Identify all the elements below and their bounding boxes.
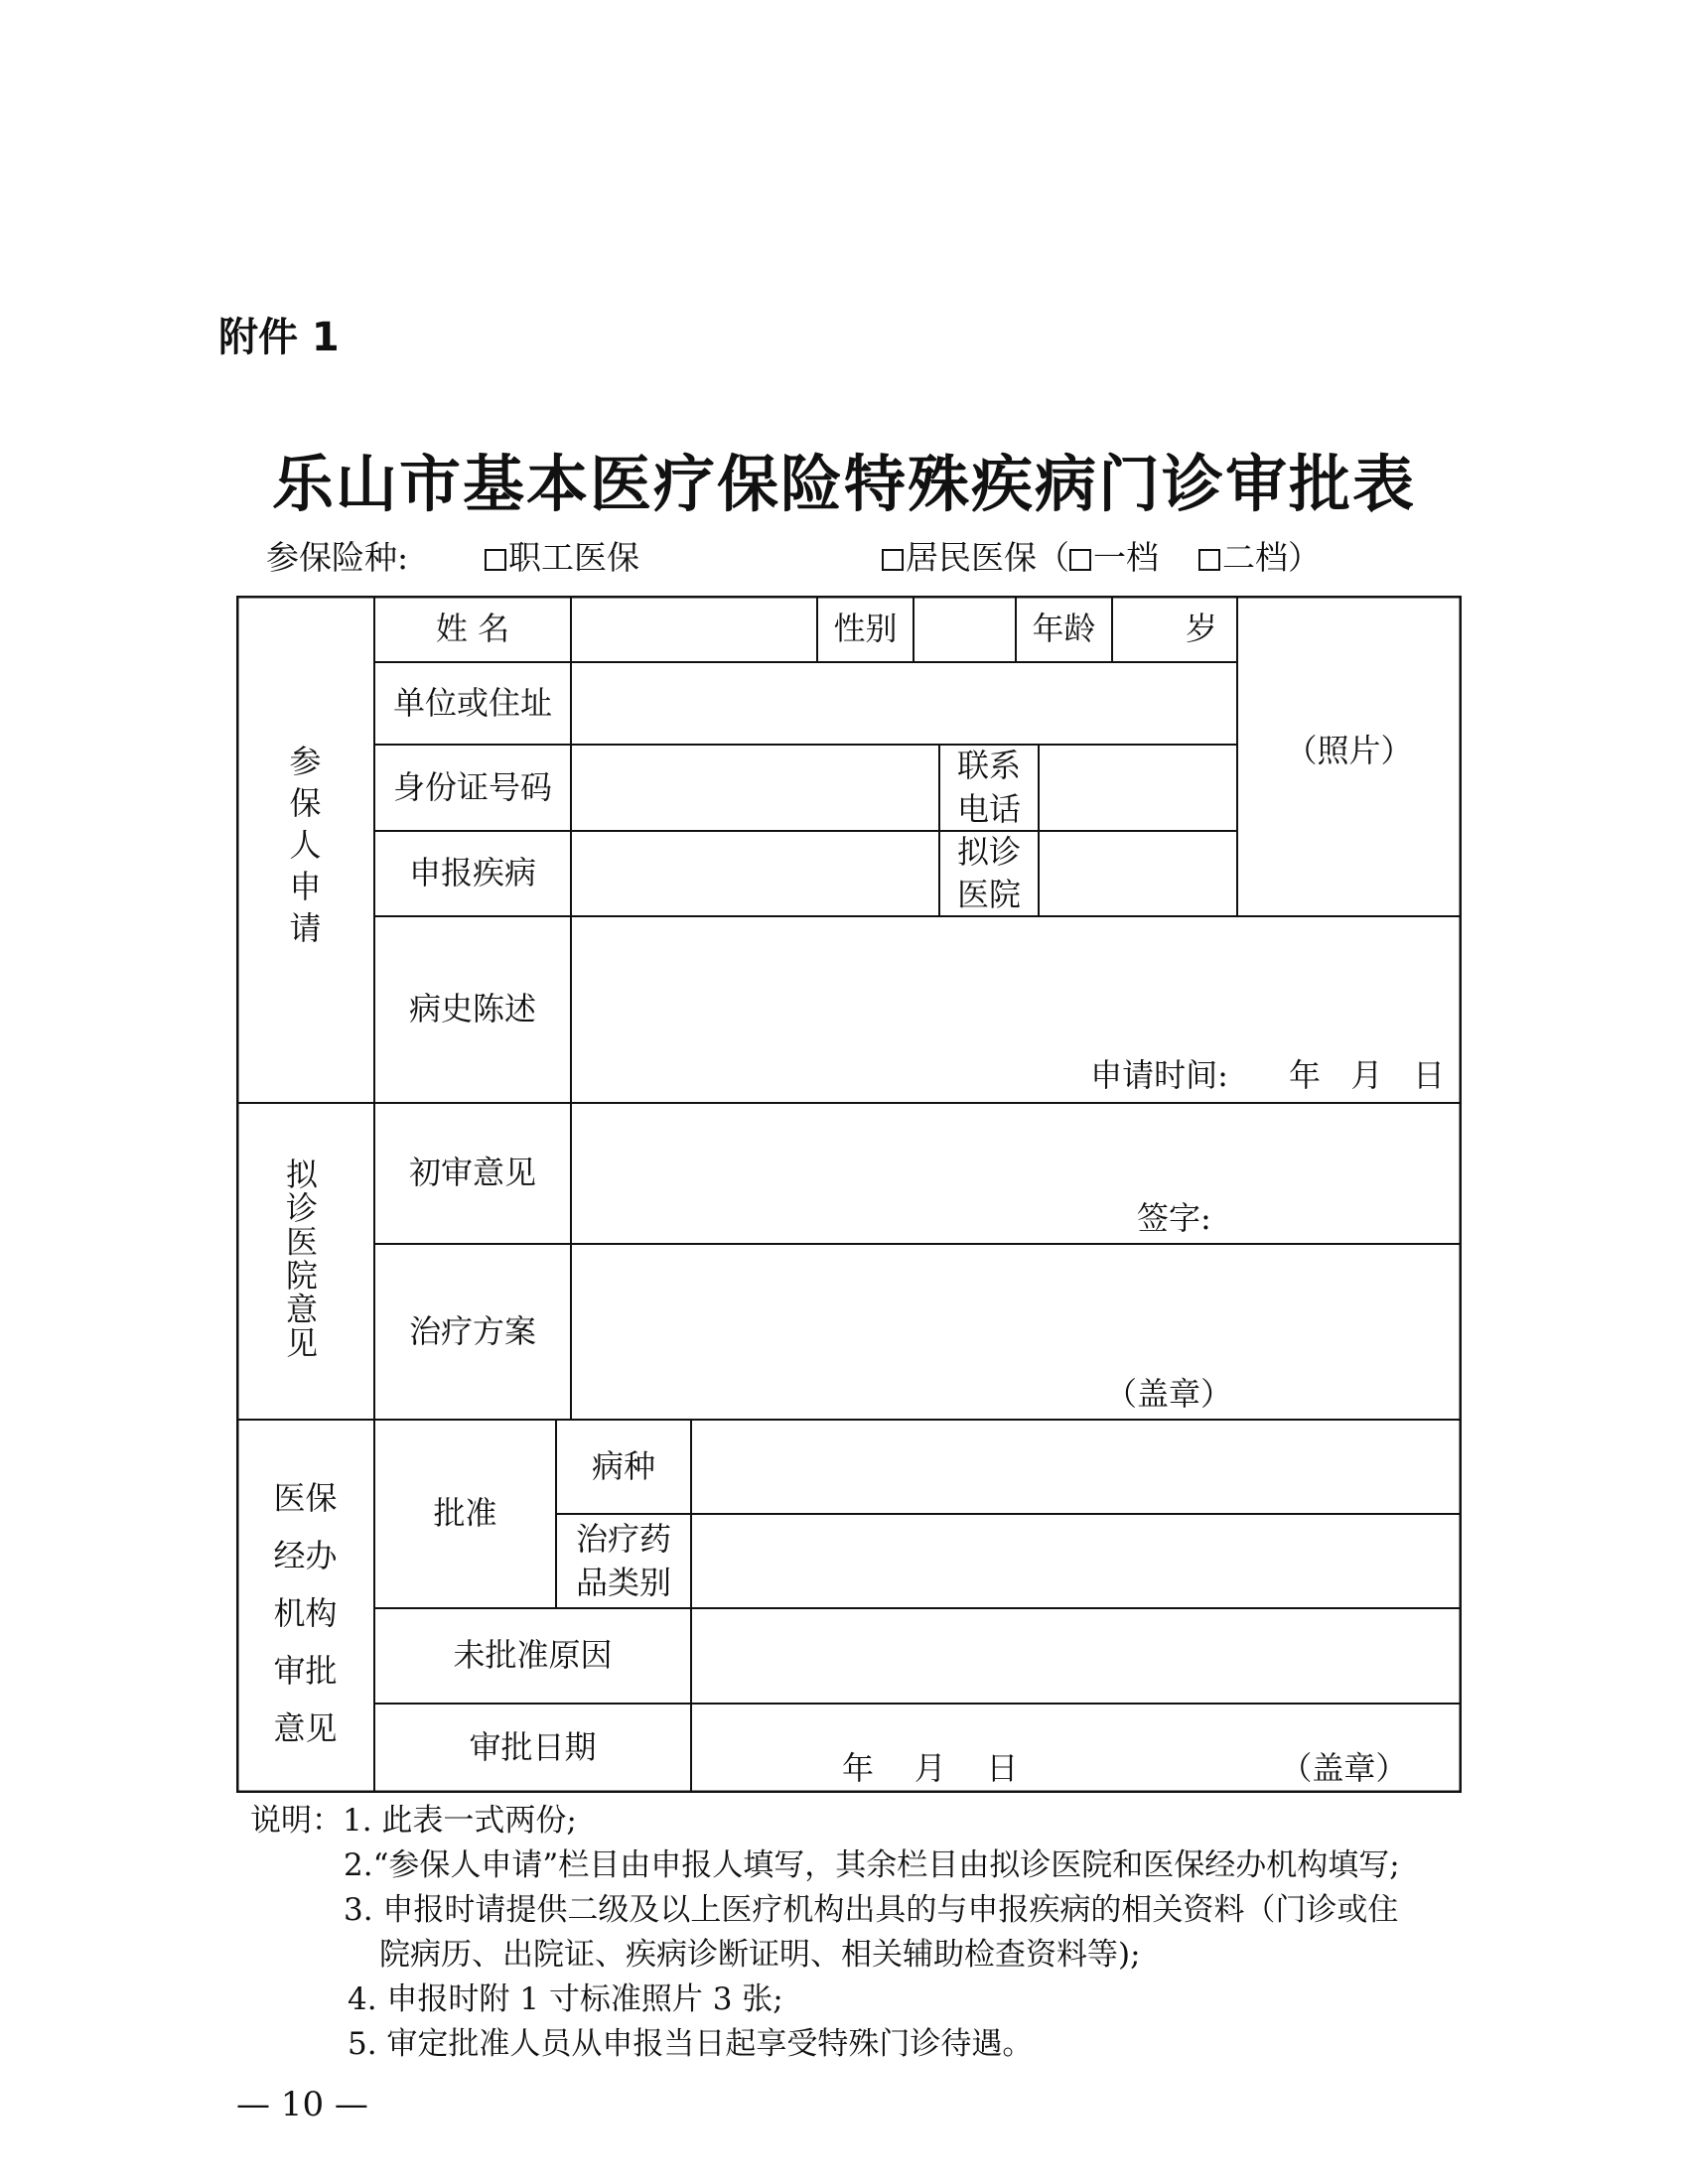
photo-label: （照片）	[1285, 732, 1413, 769]
history-label: 病史陈述	[408, 990, 536, 1028]
treatment-plan-field[interactable]	[571, 1244, 1461, 1420]
agency-seal: （盖章）	[1280, 1748, 1408, 1787]
age-unit: 岁	[1185, 610, 1217, 648]
section-line: 意见	[273, 1709, 338, 1747]
approval-date-value: 年 月 日	[842, 1748, 1019, 1787]
tier2-label: 二档）	[1222, 538, 1321, 577]
resident-insurance-option[interactable]	[882, 532, 1321, 579]
section-char: 申	[289, 868, 322, 905]
hospital-label: 拟诊医院	[957, 832, 1022, 913]
approval-date-field[interactable]	[691, 1704, 1461, 1792]
hospital-field[interactable]	[1039, 831, 1237, 916]
id-number-field[interactable]	[571, 745, 939, 831]
note-item: 2.“参保人申请”栏目由申报人填写，其余栏目由拟诊医院和医保经办机构填写;	[344, 1847, 1400, 1883]
disease-type-field[interactable]	[691, 1420, 1461, 1514]
attachment-label: 附件 1	[218, 315, 340, 360]
photo-box[interactable]	[1237, 597, 1461, 916]
employee-option-label: 职工医保	[508, 538, 639, 577]
tier2-checkbox[interactable]	[1198, 549, 1220, 571]
page-number: — 10 —	[236, 2085, 368, 2124]
insurance-type-label: 参保险种:	[266, 538, 409, 577]
approve-label: 批准	[433, 1494, 497, 1533]
resident-checkbox[interactable]	[882, 549, 904, 571]
history-field[interactable]	[571, 916, 1461, 1103]
note-item: 院病历、出院证、疾病诊断证明、相关辅助检查资料等);	[379, 1937, 1141, 1973]
hospital-seal: （盖章）	[1105, 1374, 1233, 1413]
disease-type-label: 病种	[591, 1446, 655, 1485]
section-char: 意	[285, 1291, 318, 1328]
section-line: 经办	[273, 1537, 338, 1574]
form-title: 乐山市基本医疗保险特殊疾病门诊审批表	[271, 448, 1416, 520]
signature-label: 签字:	[1137, 1198, 1211, 1237]
phone-field[interactable]	[1039, 745, 1237, 831]
address-label: 单位或住址	[392, 683, 552, 722]
section-char: 请	[289, 909, 322, 947]
section-line: 机构	[273, 1594, 338, 1632]
name-field[interactable]	[571, 597, 817, 662]
section-char: 人	[289, 826, 322, 864]
hospital-opinion-section-label	[236, 1158, 367, 1360]
age-field[interactable]	[1112, 597, 1237, 662]
id-number-label: 身份证号码	[392, 767, 552, 806]
section-char: 见	[285, 1324, 318, 1362]
tier1-label: 一档	[1093, 538, 1159, 577]
approval-form-table	[236, 596, 1462, 1793]
name-label: 姓 名	[435, 610, 510, 648]
applicant-section-label	[236, 741, 374, 949]
section-char: 参	[289, 743, 322, 780]
rejection-reason-field[interactable]	[691, 1608, 1461, 1704]
section-char: 拟	[285, 1156, 318, 1193]
address-field[interactable]	[571, 662, 1237, 745]
tier1-checkbox[interactable]	[1069, 549, 1091, 571]
age-label: 年龄	[1032, 610, 1096, 648]
gender-field[interactable]	[914, 597, 1016, 662]
resident-option-label: 居民医保（	[906, 538, 1069, 577]
employee-checkbox[interactable]	[485, 549, 506, 571]
initial-review-field[interactable]	[571, 1103, 1461, 1244]
treatment-plan-label: 治疗方案	[408, 1311, 536, 1350]
note-item: 5. 审定批准人员从申报当日起享受特殊门诊待遇。	[348, 2026, 1034, 2062]
rejection-reason-label: 未批准原因	[453, 1636, 613, 1675]
section-char: 医	[285, 1223, 318, 1261]
drug-category-field[interactable]	[691, 1514, 1461, 1608]
phone-label: 联系电话	[957, 747, 1022, 828]
approval-date-label: 审批日期	[469, 1727, 597, 1766]
note-item: 3. 申报时请提供二级及以上医疗机构出具的与申报疾病的相关资料（门诊或住	[344, 1892, 1399, 1928]
note-item: 4. 申报时附 1 寸标准照片 3 张;	[348, 1981, 783, 2017]
disease-field[interactable]	[571, 831, 939, 916]
section-char: 院	[285, 1257, 318, 1295]
section-line: 审批	[273, 1652, 338, 1690]
instructions	[250, 1799, 1400, 2067]
gender-label: 性别	[833, 610, 898, 648]
note-item: 说明：1. 此表一式两份;	[250, 1803, 577, 1839]
section-char: 诊	[285, 1189, 318, 1227]
section-char: 保	[289, 784, 322, 822]
agency-section-label	[236, 1469, 374, 1757]
apply-time: 申请时间: 年 月 日	[1090, 1055, 1445, 1094]
section-line: 医保	[273, 1479, 338, 1517]
employee-insurance-option[interactable]	[485, 532, 639, 579]
disease-label: 申报疾病	[408, 854, 536, 892]
initial-review-label: 初审意见	[408, 1154, 536, 1192]
drug-category-label: 治疗药品类别	[575, 1520, 671, 1601]
